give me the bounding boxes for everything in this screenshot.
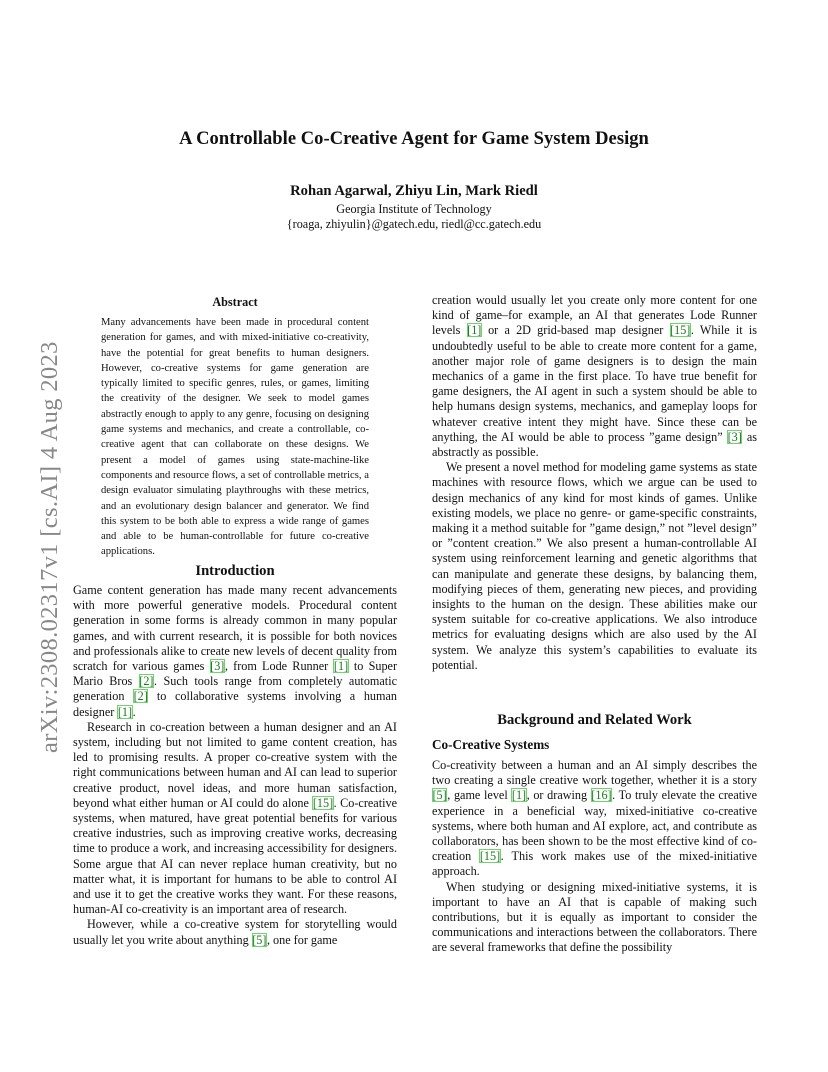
citation-link[interactable]: [1]	[511, 788, 527, 803]
citation-link[interactable]: [1]	[333, 659, 349, 674]
abstract-body	[101, 315, 369, 560]
background-paragraph-2: When studying or designing mixed-initiative systems, it is important to have an AI that is capable of making such contributions, but it is equally as important to consider the communications and interactions between the collaborators. There are several frameworks that define the possibility	[432, 879, 757, 955]
introduction-right-column	[432, 293, 757, 673]
citation-link[interactable]: [16]	[591, 788, 612, 803]
citation-link[interactable]: [2]	[133, 689, 148, 704]
citation-link[interactable]: [1]	[467, 323, 482, 338]
citation-link[interactable]: [2]	[139, 674, 154, 689]
intro-paragraph-3: However, while a co-creative system for storytelling would usually let you write about anything [5], one for game	[73, 917, 397, 947]
abstract-heading: Abstract	[212, 295, 258, 309]
background-heading: Background and Related Work	[497, 712, 692, 728]
intro-paragraph-4: We present a novel method for modeling game systems as state machines with resource flows, which we argue can be used to design mechanics of any kind for most kinds of games. Unlike existing models, we place no genre- or game-specific constraints, making it a method suitable for ”game design,” not ”level design” or ”content creation.” We also present a human-controllable AI system using reinforcement learning and genetic algorithms that can manipulate and generate these designs, by balancing them, modifying pieces of them, generating new pieces, and providing insights to the human on the design. These abilities make our system suitable for co-creative applications. We also introduce metrics for evaluating designs which are also used by the AI system. We analyze this system’s capabilities to evaluate its potential.	[432, 460, 757, 672]
background-paragraph-1: Co-creativity between a human and an AI simply describes the two creating a single creative work together, whether it is a story [5], game level [1], or drawing [16]. To truly elevate the creative experience in a beneficial way, mixed-initiative co-creative systems, where both human and AI explore, act, and contribute as collaborators, has been shown to be the most effective kind of co-creation [15]. This work makes use of the mixed-initiative approach.	[432, 758, 757, 879]
citation-link[interactable]: [15]	[479, 849, 501, 864]
citation-link[interactable]: [3]	[210, 659, 225, 674]
author-list: Rohan Agarwal, Zhiyu Lin, Mark Riedl	[290, 183, 538, 199]
affiliation-block	[0, 202, 828, 232]
intro-paragraph-1: Game content generation has made many recent advancements with more powerful generative models. Procedural content generation in some forms is already common in many popular games, and with current research, it is possible for both novices and professionals alike to create new levels of decent quality from scratch for various games [3], from Lode Runner [1] to Super Mario Bros [2]. Such tools range from completely automatic generation [2] to collaborative systems involving a human designer [1].	[73, 583, 398, 719]
arxiv-identifier: arXiv:2308.02317v1 [cs.AI] 4 Aug 2023	[36, 341, 63, 753]
intro-paragraph-3-continued: creation would usually let you create only more content for one kind of game–for example, an AI that generates Lode Runner levels [1] or a 2D grid-based map designer [15]. While it is undoubtedly useful to be able to create more content for a game, another major role of game designers is to design the main mechanics of a game in the first place. To have true benefit for game designers, the AI agent in such a system should be able to help humans design systems, mechanics, and gameplay loops for whatever creative intent they might have. Since these can be anything, the AI would be able to process ”game design” [3] as abstractly as possible.	[432, 293, 758, 460]
co-creative-systems-subheading: Co-Creative Systems	[432, 737, 550, 752]
citation-link[interactable]: [5]	[432, 788, 447, 803]
citation-link[interactable]: [3]	[727, 429, 742, 444]
introduction-heading: Introduction	[195, 563, 275, 579]
paper-title: A Controllable Co-Creative Agent for Game System Design	[179, 129, 649, 149]
citation-link[interactable]: [15]	[670, 323, 691, 338]
citation-link[interactable]: [15]	[312, 795, 334, 810]
affiliation: Georgia Institute of Technology	[336, 202, 492, 216]
intro-paragraph-2: Research in co-creation between a human designer and an AI system, including but not limited to game content creation, has led to promising results. A proper co-creative system with the right communications between human and AI can lead to superior creative product, novel ideas, and more human satisfaction, beyond what either human or AI could do alone [15]. Co-creative systems, when matured, have great potential benefits for various creative industries, such as improving creative works, decreasing time to produce a work, and increasing accessibility for designers. Some argue that AI can never replace human creativity, but no matter what, it is important for humans to be able to control AI and use it to get the creative works they want. For these reasons, human-AI co-creativity is an important area of research.	[73, 719, 397, 917]
abstract-text: Many advancements have been made in procedural content generation for games, and with mixed-initiative co-creativity, have the potential for great benefits to human designers. However, co-creative systems for game generation are typically limited to specific genres, rules, or games, limiting the creativity of the designer. We seek to model games abstractly enough to apply to any genre, focusing on designing game systems and mechanics, and create a controllable, co-creative agent that can collaborate on these designs. We present a model of games using state-machine-like components and resource flows, a set of controllable metrics, a design evaluator simulating playthroughs with these metrics, and an evolutionary design balancer and generator. We find this system to be both able to express a wide range of games and able to be human-controllable for future co-creative applications.	[101, 317, 369, 558]
citation-link[interactable]: [5]	[252, 932, 267, 947]
background-body	[432, 758, 757, 956]
introduction-left-column	[73, 583, 397, 948]
citation-link[interactable]: [1]	[117, 704, 133, 719]
author-emails: {roaga, zhiyulin}@gatech.edu, riedl@cc.gatech.edu	[286, 217, 542, 231]
